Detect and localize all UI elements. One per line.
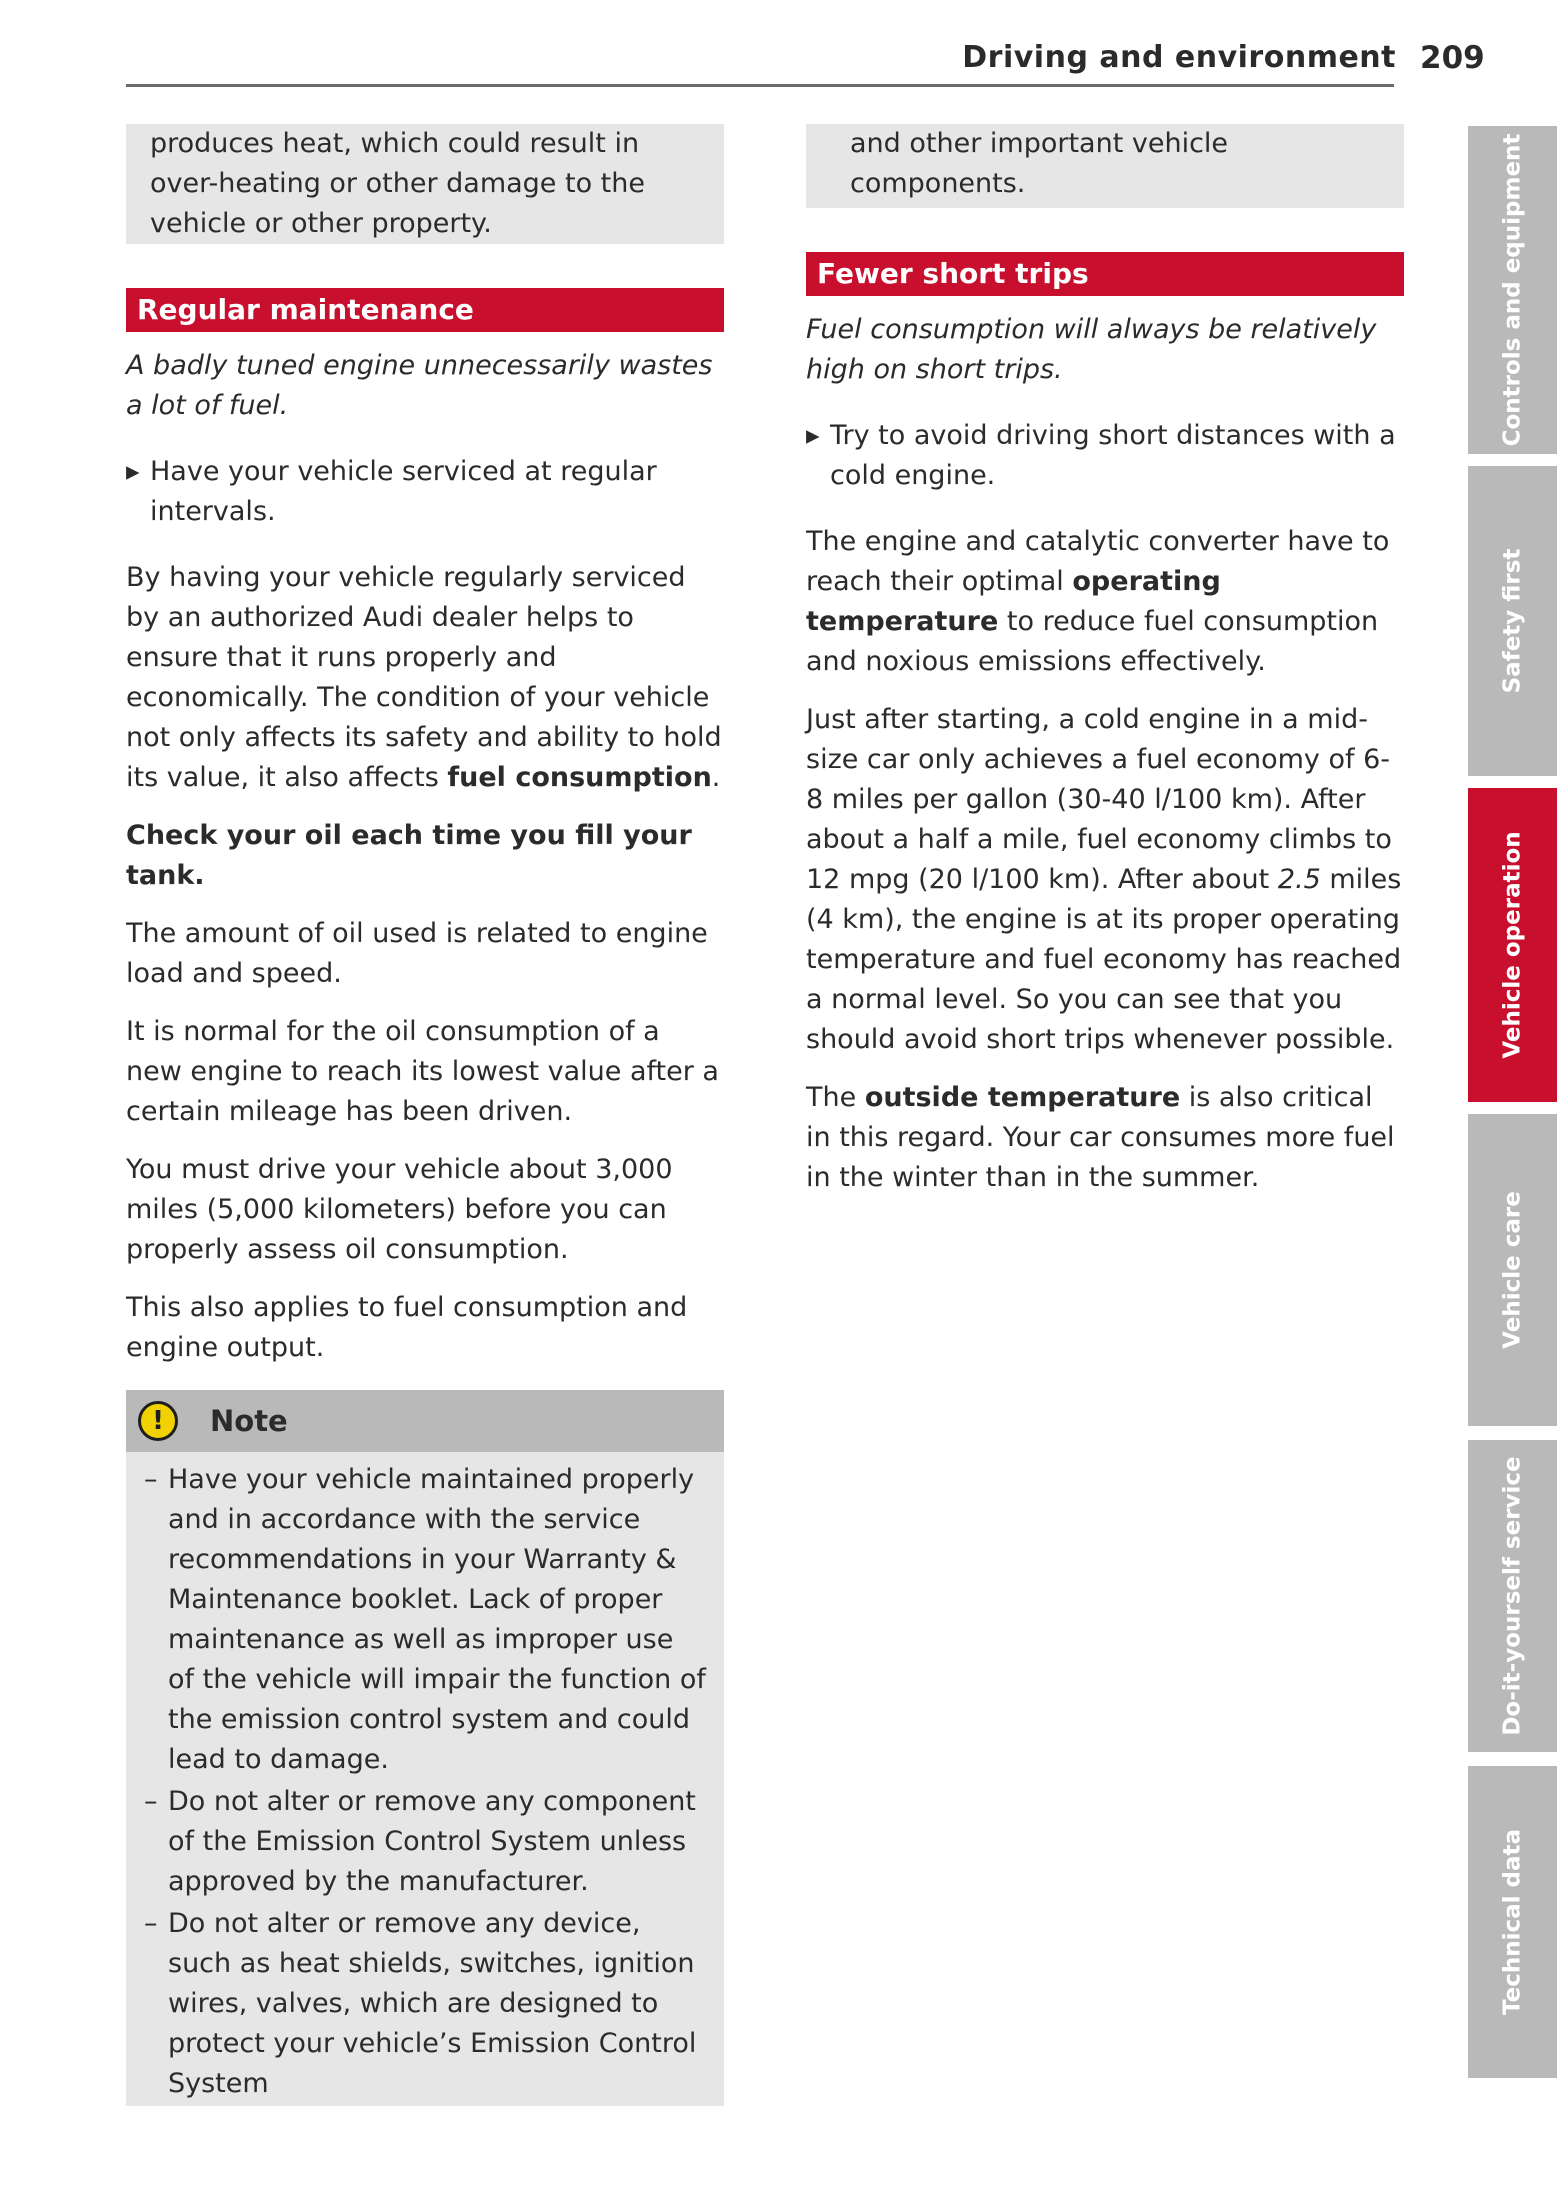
side-tab-safety-first[interactable] bbox=[1468, 466, 1557, 776]
right-column bbox=[806, 124, 1404, 1198]
exclamation-icon: ! bbox=[138, 1401, 178, 1441]
side-tab-label: Vehicle operation bbox=[1499, 831, 1525, 1059]
section-heading-regular-maintenance: Regular maintenance bbox=[126, 288, 724, 332]
note-item bbox=[144, 1460, 706, 1780]
note-label: Note bbox=[210, 1404, 288, 1438]
note-body bbox=[126, 1452, 724, 2106]
continued-warning-text: produces heat, which could result in over-heating or other damage to the vehicle or other property. bbox=[150, 128, 645, 239]
regular-maintenance-bullet-text: Have your vehicle serviced at regular intervals. bbox=[150, 456, 657, 527]
continued-box-text: and other important vehicle components. bbox=[850, 128, 1229, 199]
section-heading-fewer-short-trips: Fewer short trips bbox=[806, 252, 1404, 296]
page-number: 209 bbox=[1420, 40, 1485, 76]
dash: – bbox=[144, 1464, 158, 1495]
note-item-text: Do not alter or remove any device, such as heat shields, switches, ignition wires, valves, which are designed to protect your vehicle’s Emission Control System bbox=[168, 1908, 697, 2099]
regular-maintenance-paragraph-2: The amount of oil used is related to engine load and speed. bbox=[126, 918, 708, 989]
dash: – bbox=[144, 1786, 158, 1817]
note-item-text: Have your vehicle maintained properly and in accordance with the service recommendations in your Warranty & Maintenance booklet. Lack of proper maintenance as well as improper use of the vehicle will impair the function of the emission control system and could lead to damage. bbox=[168, 1464, 706, 1775]
fewer-short-trips-bullet bbox=[806, 416, 1404, 496]
side-tab-label: Do-it-yourself service bbox=[1499, 1456, 1525, 1736]
fewer-short-trips-paragraph-1: The engine and catalytic converter have to reach their optimal operating temperature to reduce fuel consumption and noxious emissions effectively. bbox=[806, 526, 1390, 677]
bullet-arrow-icon: ▸ bbox=[126, 456, 140, 487]
header-rule bbox=[126, 84, 1394, 87]
side-tab-do-it-yourself-service[interactable] bbox=[1468, 1440, 1557, 1752]
regular-maintenance-paragraph-5: This also applies to fuel consumption and engine output. bbox=[126, 1292, 688, 1363]
note-item bbox=[144, 1782, 706, 1902]
regular-maintenance-bullet bbox=[126, 452, 724, 532]
regular-maintenance-paragraph-1: By having your vehicle regularly serviced by an authorized Audi dealer helps to ensure that it runs properly and economically. The condition of your vehicle not only affects its safety and ability to hold its value, it also affects fuel consumption. bbox=[126, 562, 722, 793]
check-oil-heading: Check your oil each time you fill your tank. bbox=[126, 820, 692, 891]
fewer-short-trips-intro: Fuel consumption will always be relatively high on short trips. bbox=[806, 314, 1377, 385]
note-header bbox=[126, 1390, 724, 1452]
note-item-text: Do not alter or remove any component of the Emission Control System unless approved by the manufacturer. bbox=[168, 1786, 696, 1897]
continued-box bbox=[806, 124, 1404, 208]
fewer-short-trips-paragraph-3: The outside temperature is also critical in this regard. Your car consumes more fuel in the winter than in the summer. bbox=[806, 1082, 1395, 1193]
regular-maintenance-intro: A badly tuned engine unnecessarily wastes a lot of fuel. bbox=[126, 350, 713, 421]
side-tab-vehicle-operation[interactable] bbox=[1468, 788, 1557, 1102]
bullet-arrow-icon: ▸ bbox=[806, 420, 820, 451]
running-header-title: Driving and environment bbox=[962, 40, 1396, 75]
left-column bbox=[126, 124, 724, 2106]
continued-warning-box bbox=[126, 124, 724, 244]
side-tab-controls-and-equipment[interactable] bbox=[1468, 126, 1557, 454]
regular-maintenance-paragraph-3: It is normal for the oil consumption of a new engine to reach its lowest value after a certain mileage has been driven. bbox=[126, 1016, 719, 1127]
side-tab-technical-data[interactable] bbox=[1468, 1766, 1557, 2078]
side-tab-label: Technical data bbox=[1499, 1828, 1525, 2016]
side-tab-label: Controls and equipment bbox=[1499, 133, 1525, 447]
note-item bbox=[144, 1904, 706, 2104]
side-tab-label: Vehicle care bbox=[1499, 1191, 1525, 1349]
side-tab-label: Safety first bbox=[1499, 548, 1525, 694]
fewer-short-trips-bullet-text: Try to avoid driving short distances with a cold engine. bbox=[830, 420, 1396, 491]
side-tab-vehicle-care[interactable] bbox=[1468, 1114, 1557, 1426]
dash: – bbox=[144, 1908, 158, 1939]
fewer-short-trips-paragraph-2: Just after starting, a cold engine in a mid-size car only achieves a fuel economy of 6-8 miles per gallon (30-40 l/100 km). After about a half a mile, fuel economy climbs to 12 mpg (20 l/100 km). After about 2.5 miles (4 km), the engine is at its proper operating temperature and fuel economy has reached a normal level. So you can see that you should avoid short trips whenever possible. bbox=[806, 704, 1402, 1055]
regular-maintenance-paragraph-4: You must drive your vehicle about 3,000 miles (5,000 kilometers) before you can properly assess oil consumption. bbox=[126, 1154, 673, 1265]
note-box bbox=[126, 1390, 724, 2106]
